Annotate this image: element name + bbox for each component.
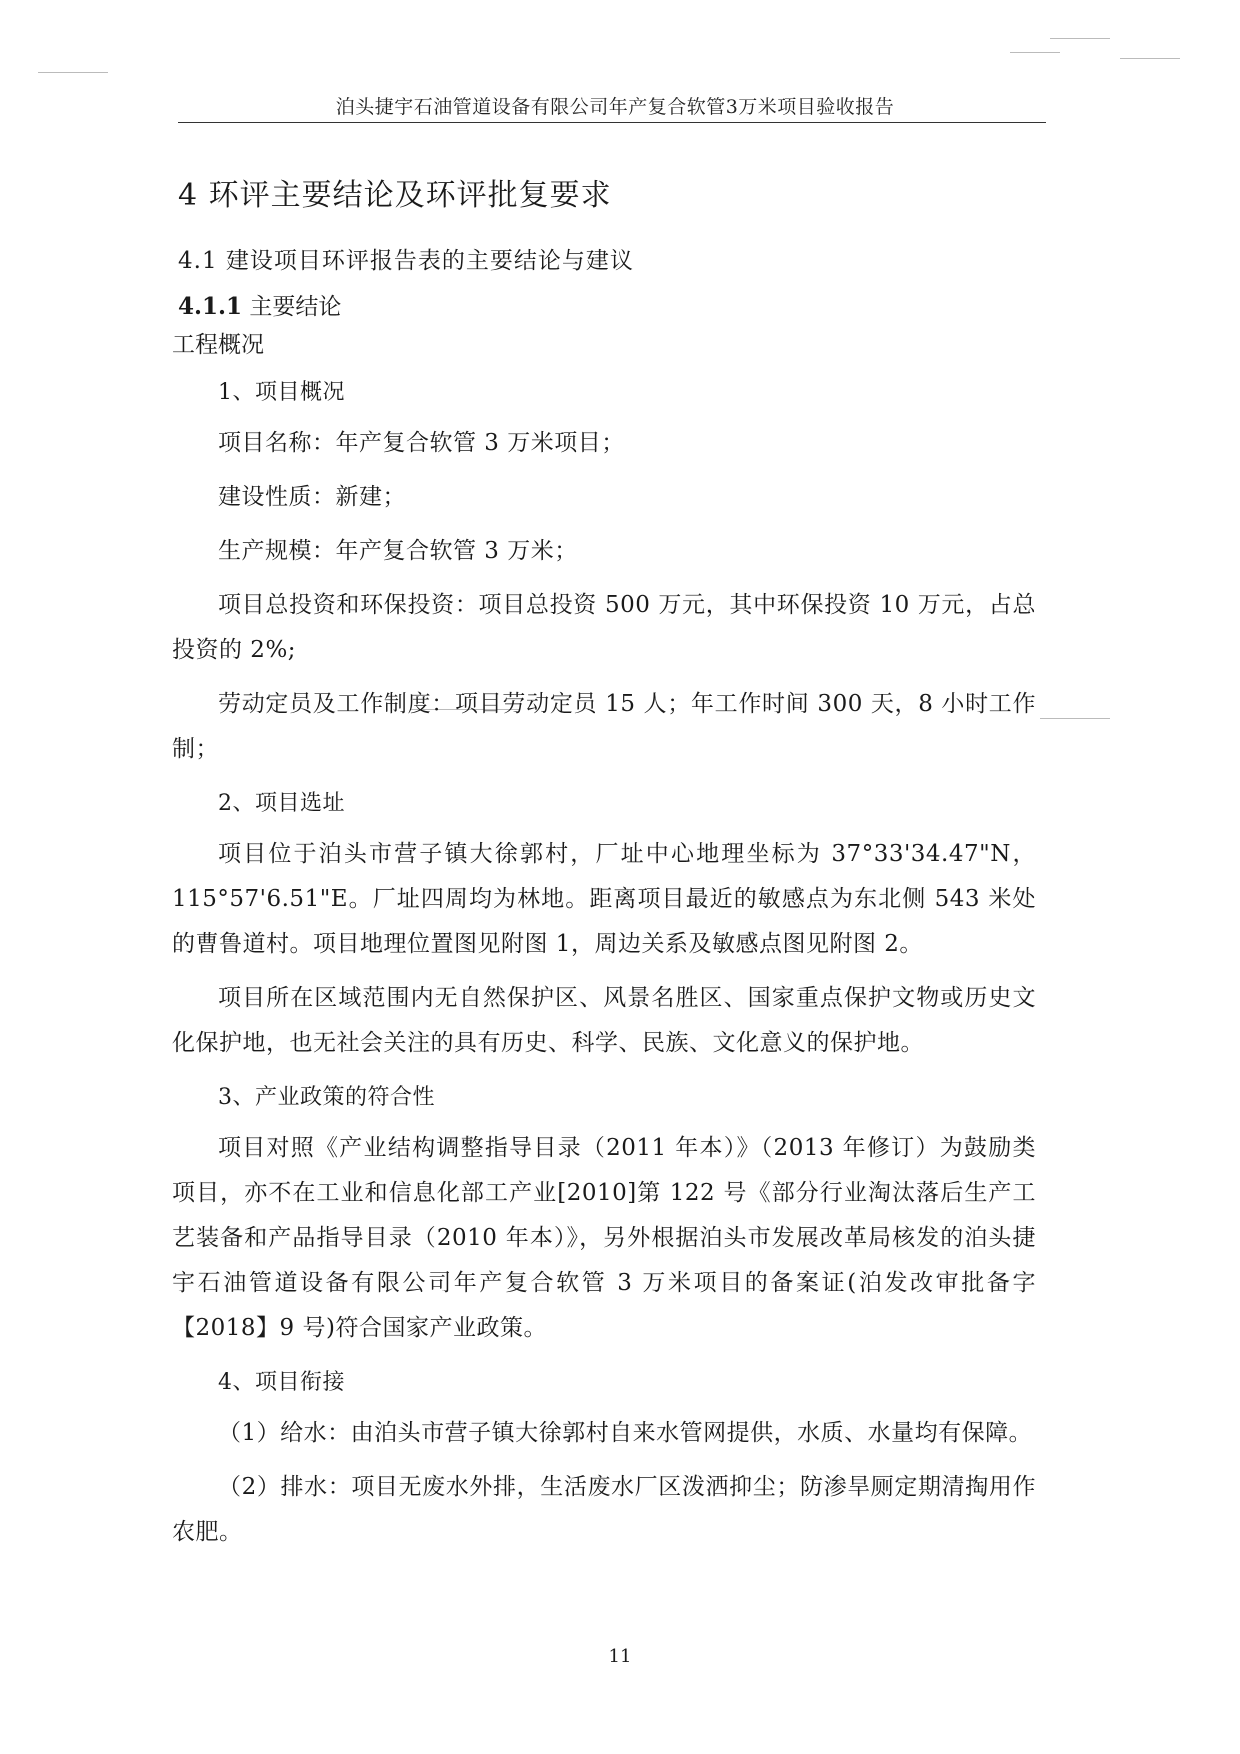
- scan-mark: [1010, 52, 1060, 53]
- page-number: 11: [608, 1646, 632, 1667]
- scan-mark: [38, 72, 108, 73]
- scan-mark: [1040, 718, 1110, 719]
- subsection-title: 主要结论: [242, 294, 342, 320]
- body-content: [172, 370, 1036, 1564]
- list-item: 3、产业政策的符合性: [218, 1085, 435, 1110]
- paragraph: （2）排水：项目无废水外排，生活废水厂区泼洒抑尘；防渗旱厕定期清掏用作农肥。: [172, 1474, 1036, 1545]
- paragraph: 项目对照《产业结构调整指导目录（2011 年本）》（2013 年修订）为鼓励类项目，亦不在工业和信息化部工产业[2010]第 122 号《部分行业淘汰落后生产工艺装备和产品指导目录（2010 年本）》，另外根据泊头市发展改革局核发的泊头捷宇石油管道设备有限公司年产复合软管 3 万米项目的备案证(泊发改审批备字【2018】9 号)符合国家产业政策。: [172, 1135, 1036, 1341]
- list-item: 1、项目概况: [218, 380, 345, 405]
- paragraph: 项目所在区域范围内无自然保护区、风景名胜区、国家重点保护文物或历史文化保护地，也无社会关注的具有历史、科学、民族、文化意义的保护地。: [172, 985, 1036, 1056]
- paragraph: 建设性质：新建；: [218, 484, 406, 510]
- list-item: 4、项目衔接: [218, 1370, 345, 1395]
- subsection-number: 4.1.1: [178, 293, 243, 320]
- document-header: 泊头捷宇石油管道设备有限公司年产复合软管3万米项目验收报告: [335, 96, 895, 118]
- subsection-heading: [178, 288, 341, 321]
- chapter-heading: 4 环评主要结论及环评批复要求: [178, 178, 612, 213]
- scan-mark: [1120, 58, 1180, 59]
- paragraph: 项目总投资和环保投资：项目总投资 500 万元，其中环保投资 10 万元，占总投资的 2%;: [172, 592, 1036, 663]
- list-item: 2、项目选址: [218, 791, 345, 816]
- paragraph: （1）给水：由泊头市营子镇大徐郭村自来水管网提供，水质、水量均有保障。: [218, 1420, 1033, 1446]
- paragraph: 劳动定员及工作制度：项目劳动定员 15 人；年工作时间 300 天，8 小时工作制；: [172, 691, 1036, 762]
- scan-mark: [1050, 38, 1110, 39]
- paragraph: 生产规模：年产复合软管 3 万米；: [218, 538, 578, 564]
- section-heading: 4.1 建设项目环评报告表的主要结论与建议: [178, 248, 634, 274]
- topic-heading: 工程概况: [172, 332, 264, 358]
- header-rule: [178, 122, 1046, 123]
- paragraph: 项目名称：年产复合软管 3 万米项目；: [218, 430, 625, 456]
- paragraph: 项目位于泊头市营子镇大徐郭村，厂址中心地理坐标为 37°33'34.47"N，115°57'6.51"E。厂址四周均为林地。距离项目最近的敏感点为东北侧 543 米处的曹鲁道村。项目地理位置图见附图 1，周边关系及敏感点图见附图 2。: [172, 841, 1036, 957]
